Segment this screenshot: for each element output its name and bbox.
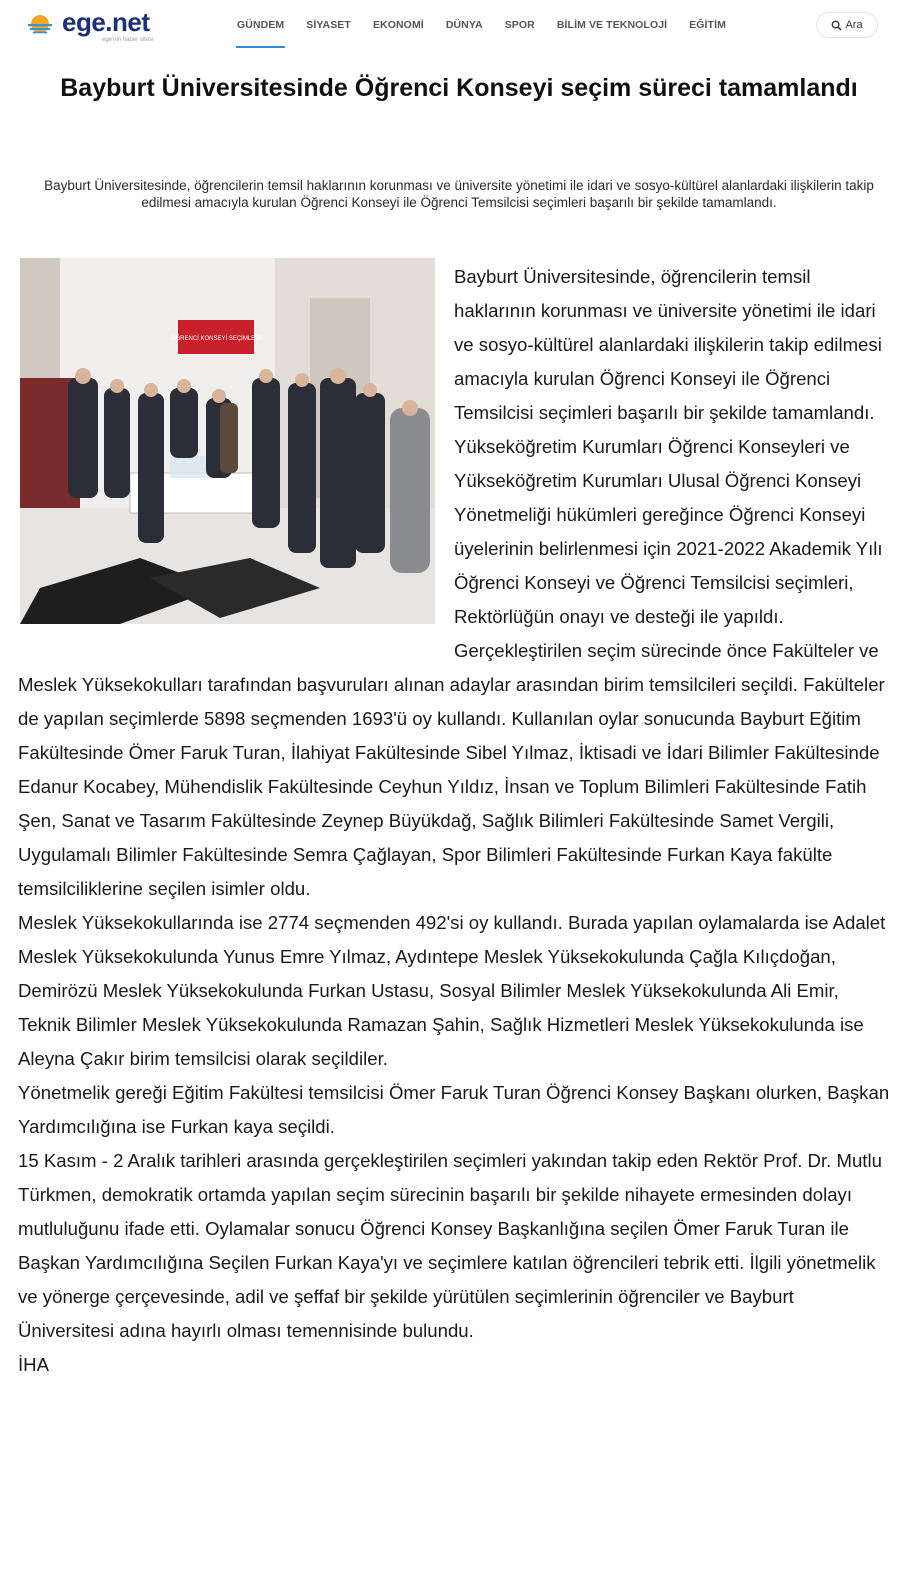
article-source: İHA xyxy=(18,1354,49,1375)
article-body xyxy=(18,260,892,1382)
article-paragraph: Meslek Yüksekokullarında ise 2774 seçmenden 492'si oy kullandı. Burada yapılan oylamalarda ise Adalet Meslek Yüksekokulunda Yunus Emre Yılmaz, Aydıntepe Meslek Yüksekokulunda Çağla Kılıçdoğan, Demirözü Meslek Yüksekokulunda Furkan Ustasu, Sosyal Bilimler Meslek Yüksekokulunda Ali Emir, Teknik Bilimler Meslek Yüksekokulunda Ramazan Şahin, Sağlık Hizmetleri Meslek Yüksekokulunda ise Aleyna Çakır birim temsilcisi olarak seçildiler. xyxy=(18,912,886,1069)
nav-item-siyaset[interactable]: SİYASET xyxy=(306,19,351,31)
photo-sign-text: ÖĞRENCİ KONSEYİ SEÇİMLERİ xyxy=(170,336,262,342)
nav-item-ekonomi[interactable]: EKONOMİ xyxy=(372,19,424,31)
nav-item-spor[interactable]: SPOR xyxy=(504,19,535,31)
nav-item-gundem[interactable]: GÜNDEM xyxy=(226,0,295,50)
main-nav xyxy=(226,0,737,50)
article-paragraph: 15 Kasım - 2 Aralık tarihleri arasında gerçekleştirilen seçimleri yakından takip eden Rektör Prof. Dr. Mutlu Türkmen, demokratik ortamda yapılan seçim sürecinin başarılı bir şekilde nihayete ermesinden dolayı mutluluğunu ifade etti. Oylamalar sonucu Öğrenci Konsey Başkanlığına seçilen Ömer Faruk Turan ile Başkan Yardımcılığına Seçilen Furkan Kaya'yı ve seçimlere katılan öğrencileri tebrik etti. İlgili yönetmelik ve yönerge çerçevesinde, adil ve şeffaf bir şekilde yürütülen seçimlerinin öğrenciler ve Bayburt Üniversitesi adına hayırlı olması temennisinde bulundu. xyxy=(18,1150,882,1341)
logo-tagline: ege'nin haber sitesi xyxy=(102,37,154,43)
site-logo[interactable] xyxy=(22,4,182,44)
article-summary: Bayburt Üniversitesinde, öğrencilerin temsil haklarının korunması ve üniversite yönetimi ile idari ve sosyo-kültürel alanlardaki ilişkilerin takip edilmesi amacıyla kurulan Öğrenci Konseyi ile Öğrenci Temsilcisi seçimleri başarılı bir şekilde tamamlandı. xyxy=(44,178,874,210)
search-label: Ara xyxy=(845,19,863,31)
search-button[interactable] xyxy=(816,12,878,38)
article-title: Bayburt Üniversitesinde Öğrenci Konseyi seçim süreci tamamlandı xyxy=(60,74,858,102)
nav-item-egitim[interactable]: EĞİTİM xyxy=(689,19,726,31)
nav-item-dunya[interactable]: DÜNYA xyxy=(445,19,483,31)
nav-item-bilim-ve-teknoloji[interactable]: BİLİM VE TEKNOLOJİ xyxy=(556,19,668,31)
photo-float-spacer xyxy=(18,260,454,636)
logo-wordmark: ege.net xyxy=(62,7,150,37)
article-paragraph: Gerçekleştirilen seçim sürecinde önce Fakülteler ve Meslek Yüksekokulları tarafından başvuruları alınan adaylar arasından birim temsilcileri seçildi. Fakülteler de yapılan seçimlerde 5898 seçmenden 1693'ü oy kullandı. Kullanılan oylar sonucunda Bayburt Eğitim Fakültesinde Ömer Faruk Turan, İlahiyat Fakültesinde Sibel Yılmaz, İktisadi ve İdari Bilimler Fakültesinde Edanur Kocabey, Mühendislik Fakültesinde Ceyhun Yıldız, İnsan ve Toplum Bilimleri Fakültesinde Fatih Şen, Sanat ve Tasarım Fakültesinde Zeynep Büyükdağ, Sağlık Bilimleri Fakültesinde Samet Vergili, Uygulamalı Bilimler Fakültesinde Semra Çağlayan, Spor Bilimleri Fakültesinde Furkan Kaya fakülte temsilciliklerine seçilen isimler oldu. xyxy=(18,640,885,899)
article-paragraph: Bayburt Üniversitesinde, öğrencilerin temsil haklarının korunması ve üniversite yönetimi ile idari ve sosyo-kültürel alanlardaki ilişkilerin takip edilmesi amacıyla kurulan Öğrenci Konseyi ile Öğrenci Temsilcisi seçimleri başarılı bir şekilde tamamlandı. Yükseköğretim Kurumları Öğrenci Konseyleri ve Yükseköğretim Kurumları Ulusal Öğrenci Konseyi Yönetmeliği hükümleri gereğince Öğrenci Konseyi üyelerinin belirlenmesi için 2021-2022 Akademik Yılı Öğrenci Konseyi ve Öğrenci Temsilcisi seçimleri, Rektörlüğün onayı ve desteği ile yapıldı. xyxy=(454,266,883,627)
search-icon xyxy=(831,20,842,31)
article-paragraph: Yönetmelik gereği Eğitim Fakültesi temsilcisi Ömer Faruk Turan Öğrenci Konsey Başkanı olurken, Başkan Yardımcılığına ise Furkan kaya seçildi. xyxy=(18,1082,890,1137)
sun-logo-icon xyxy=(24,10,56,34)
site-header xyxy=(0,0,918,52)
